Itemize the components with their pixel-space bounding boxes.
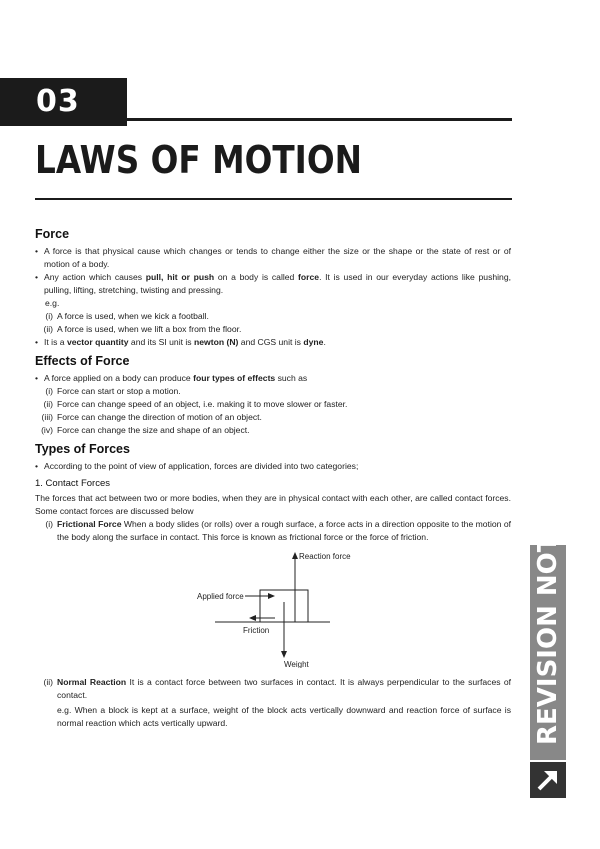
weight-label: Weight [284,660,309,668]
example-label: e.g. [45,298,60,308]
list-item [35,411,511,424]
friction-diagram-svg [185,550,385,668]
bold-text: force [298,272,320,282]
item-text: When a body slides (or rolls) over a rough surface, a force acts in a direction opposite to the motion of the body along the surface in contact. This force is known as frictional force or the force of friction. [57,519,511,542]
item-text: Force can start or stop a motion. [57,386,181,396]
contact-forces-paragraph: The forces that act between two or more bodies, when they are in physical contact with each other, are called contact forces. Some contact forces are discussed below [35,493,511,516]
friction-diagram [35,550,511,670]
text: such as [275,373,308,383]
effects-items [35,385,511,437]
example-list [35,310,511,336]
revision-notes-label: REVISION NOTES [533,498,563,745]
effects-list [35,372,511,385]
applied-label: Applied force [197,592,244,601]
text: . [323,337,326,347]
effects-heading: Effects of Force [35,354,130,368]
item-number: (i) [45,311,53,321]
list-item [35,424,511,437]
bold-text: dyne [303,337,324,347]
text: It is a [44,337,67,347]
chapter-title: LAWS OF MOTION [35,138,362,182]
force-definition: A force is that physical cause which changes or tends to change either the size or the shape or the state of rest or of motion of a body. [44,246,511,269]
page-content [35,222,511,730]
list-item [35,336,511,349]
list-item [35,271,511,297]
reaction-arrowhead [292,552,298,559]
item-number: (ii) [43,399,53,409]
item-number: (i) [45,386,53,396]
list-item [35,385,511,398]
text: and its SI unit is [128,337,194,347]
force-heading: Force [35,227,70,241]
normal-reaction-example [35,704,511,730]
list-item [35,323,511,336]
item-number: (ii) [43,677,53,687]
reaction-label: Reaction force [299,552,351,561]
list-item [35,310,511,323]
list-item [35,372,511,385]
contact-forces-heading: 1. Contact Forces [35,478,110,489]
types-heading: Types of Forces [35,442,130,456]
example-text: e.g. When a block is kept at a surface, weight of the block acts vertically downward and reaction force of surface is normal reaction which acts vertically upward. [57,705,511,728]
force-list-2 [35,336,511,349]
frictional-force-item [35,518,511,544]
item-text: Force can change speed of an object, i.e. making it to move slower or faster. [57,399,348,409]
item-number: (ii) [43,324,53,334]
weight-arrowhead [281,651,287,658]
item-text: A force is used, when we kick a football. [57,311,209,321]
item-text: Force can change the size and shape of an object. [57,425,250,435]
header-rule [127,118,512,121]
list-item [35,245,511,271]
friction-label: Friction [243,626,270,635]
item-text: It is a contact force between two surfaces in contact. It is always perpendicular to the surfaces of contact. [57,677,511,700]
bold-text: Normal Reaction [57,677,127,687]
friction-arrowhead [249,615,256,621]
chapter-number: 03 [0,78,127,126]
text: on a body is called [214,272,299,282]
text: and CGS unit is [238,337,304,347]
arrow-up-right-icon [530,762,566,798]
bold-text: newton (N) [194,337,239,347]
item-number: (iii) [41,412,53,422]
text: Any action which causes [44,272,146,282]
list-item [35,460,511,473]
item-number: (iv) [41,425,53,435]
bold-text: pull, hit or push [145,272,215,282]
applied-arrowhead [268,593,275,599]
item-number: (i) [45,519,53,529]
item-text: According to the point of view of application, forces are divided into two categories; [44,461,359,471]
title-rule [35,198,512,200]
text: A force applied on a body can produce [44,373,194,383]
force-list [35,245,511,297]
list-item [35,398,511,411]
normal-reaction-item [35,676,511,702]
item-text: Force can change the direction of motion of an object. [57,412,262,422]
bold-text: four types of effects [193,373,276,383]
text: . It is used in our everyday actions like pushing, pulling, lifting, stretching, twisting and pressing. [44,272,512,295]
types-list [35,460,511,473]
bold-text: vector quantity [66,337,129,347]
item-text: A force is used, when we lift a box from the floor. [57,324,242,334]
bold-text: Frictional Force [57,519,122,529]
